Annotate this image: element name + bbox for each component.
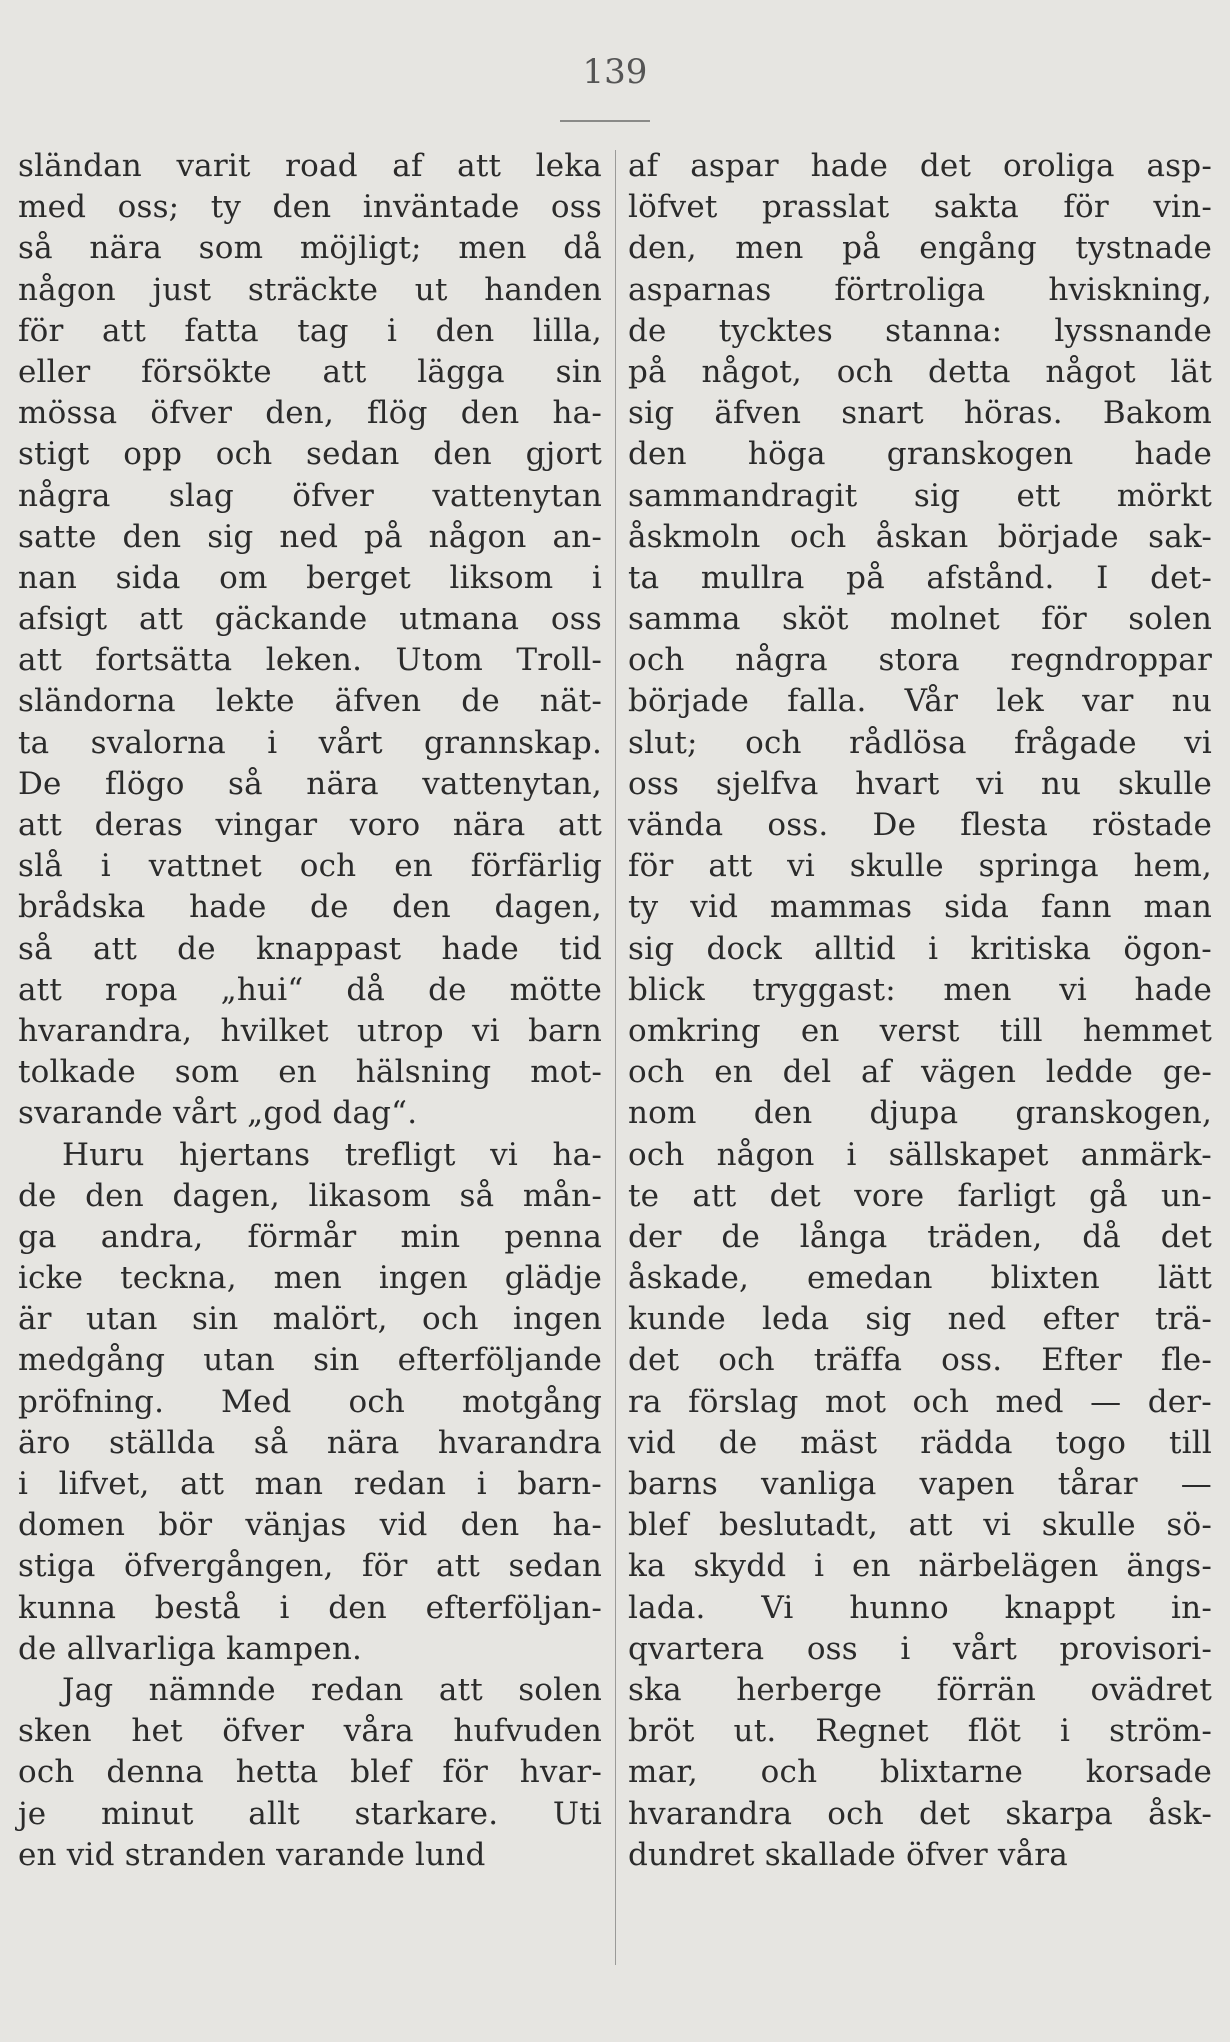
text-line: de tycktes stanna: lyssnande <box>628 312 1212 349</box>
text-line: barns vanliga vapen tårar — <box>628 1466 1212 1502</box>
page-number: 139 <box>582 52 648 92</box>
text-line: och denna hetta blef för hvar- <box>18 1754 602 1791</box>
text-column-right <box>628 146 1212 1876</box>
text-line: pröfning. Med och motgång <box>18 1383 602 1420</box>
text-line: icke teckna, men ingen glädje <box>18 1260 602 1297</box>
text-line: en vid stranden varande lund <box>18 1836 486 1873</box>
text-line: så nära som möjligt; men då <box>18 230 602 267</box>
text-line: ska herberge förrän ovädret <box>628 1671 1212 1708</box>
text-line: åskade, emedan blixten lätt <box>628 1260 1212 1297</box>
text-line: sammandragit sig ett mörkt <box>628 477 1212 514</box>
text-line: af aspar hade det oroliga asp- <box>628 148 1212 184</box>
text-line: dundret skallade öfver våra <box>628 1836 1068 1873</box>
text-line: qvartera oss i vårt provisori- <box>628 1630 1212 1667</box>
text-line: på något, och detta något lät <box>628 353 1212 390</box>
text-line: ga andra, förmår min penna <box>18 1218 602 1255</box>
text-line: svarande vårt „god dag“. <box>18 1095 418 1132</box>
text-line: slut; och rådlösa frågade vi <box>628 724 1212 761</box>
text-line: är utan sin malört, och ingen <box>18 1301 602 1338</box>
text-line: hvarandra och det skarpa åsk- <box>628 1795 1212 1832</box>
text-line: ra förslag mot och med — der- <box>628 1383 1212 1420</box>
text-line: domen bör vänjas vid den ha- <box>18 1507 602 1544</box>
text-line: sig dock alltid i kritiska ögon- <box>628 930 1212 967</box>
text-line: och några stora regndroppar <box>628 642 1212 679</box>
text-line: je minut allt starkare. Uti <box>18 1795 602 1832</box>
text-line: för att fatta tag i den lilla, <box>18 312 602 349</box>
text-line: afsigt att gäckande utmana oss <box>18 601 602 638</box>
text-line: i lifvet, att man redan i barn- <box>18 1466 602 1502</box>
header-rule <box>560 120 650 122</box>
text-line: vända oss. De flesta röstade <box>628 807 1212 843</box>
text-line: te att det vore farligt gå un- <box>628 1177 1212 1214</box>
text-line: blef beslutadt, att vi skulle sö- <box>628 1507 1212 1544</box>
text-line: omkring en verst till hemmet <box>628 1012 1212 1049</box>
text-line: det och träffa oss. Efter fle- <box>628 1342 1212 1379</box>
text-line: eller försökte att lägga sin <box>18 353 602 390</box>
text-line: stiga öfvergången, för att sedan <box>18 1548 602 1585</box>
text-column-left <box>18 146 602 1876</box>
text-line: satte den sig ned på någon an- <box>18 518 602 555</box>
text-line: så att de knappast hade tid <box>18 930 602 967</box>
text-line: ta svalorna i vårt grannskap. <box>18 724 602 761</box>
text-line: oss sjelfva hvart vi nu skulle <box>628 765 1212 802</box>
text-line: hvarandra, hvilket utrop vi barn <box>18 1012 602 1049</box>
text-line: sken het öfver våra hufvuden <box>18 1713 602 1750</box>
text-line: med oss; ty den inväntade oss <box>18 189 602 226</box>
text-line: bröt ut. Regnet flöt i ström- <box>628 1713 1212 1750</box>
text-line: sig äfven snart höras. Bakom <box>628 395 1212 432</box>
text-line: mössa öfver den, flög den ha- <box>18 395 602 432</box>
text-line: ka skydd i en närbelägen ängs- <box>628 1548 1212 1585</box>
text-line: nom den djupa granskogen, <box>628 1095 1212 1132</box>
text-line: de den dagen, likasom så mån- <box>18 1177 602 1214</box>
text-line: började falla. Vår lek var nu <box>628 683 1212 720</box>
text-line: medgång utan sin efterföljande <box>18 1342 602 1379</box>
text-line: mar, och blixtarne korsade <box>628 1754 1212 1791</box>
text-line: att ropa „hui“ då de mötte <box>18 971 602 1008</box>
text-line: vid de mäst rädda togo till <box>628 1424 1212 1461</box>
text-line: slå i vattnet och en förfärlig <box>18 848 602 885</box>
text-line: att deras vingar voro nära att <box>18 807 602 843</box>
text-line: och en del af vägen ledde ge- <box>628 1054 1212 1091</box>
text-line: de allvarliga kampen. <box>18 1630 363 1667</box>
text-line: sländorna lekte äfven de nät- <box>18 683 602 720</box>
text-line: äro ställda så nära hvarandra <box>18 1424 602 1461</box>
text-line: stigt opp och sedan den gjort <box>18 436 602 473</box>
text-line: att fortsätta leken. Utom Troll- <box>18 642 602 679</box>
text-line: kunna bestå i den efterföljan- <box>18 1589 602 1626</box>
text-line: Huru hjertans trefligt vi ha- <box>62 1136 602 1173</box>
text-line: den, men på engång tystnade <box>628 230 1212 267</box>
text-line: ta mullra på afstånd. I det- <box>628 559 1212 596</box>
text-line: lada. Vi hunno knappt in- <box>628 1589 1212 1626</box>
text-line: De flögo så nära vattenytan, <box>18 765 602 802</box>
text-line: sländan varit road af att leka <box>18 148 602 184</box>
text-line: tolkade som en hälsning mot- <box>18 1054 602 1091</box>
text-line: den höga granskogen hade <box>628 436 1212 473</box>
text-line: för att vi skulle springa hem, <box>628 848 1212 885</box>
text-line: löfvet prasslat sakta för vin- <box>628 189 1212 226</box>
column-divider <box>615 150 616 1965</box>
text-line: någon just sträckte ut handen <box>18 271 602 308</box>
text-line: och någon i sällskapet anmärk- <box>628 1136 1212 1173</box>
text-line: nan sida om berget liksom i <box>18 559 602 596</box>
text-line: några slag öfver vattenytan <box>18 477 602 514</box>
text-line: kunde leda sig ned efter trä- <box>628 1301 1212 1338</box>
text-line: brådska hade de den dagen, <box>18 889 602 926</box>
text-line: åskmoln och åskan började sak- <box>628 518 1212 555</box>
text-line: blick tryggast: men vi hade <box>628 971 1212 1008</box>
text-line: ty vid mammas sida fann man <box>628 889 1212 926</box>
text-line: der de långa träden, då det <box>628 1218 1212 1255</box>
text-line: samma sköt molnet för solen <box>628 601 1212 638</box>
text-line: Jag nämnde redan att solen <box>62 1671 602 1708</box>
text-line: asparnas förtroliga hviskning, <box>628 271 1212 308</box>
